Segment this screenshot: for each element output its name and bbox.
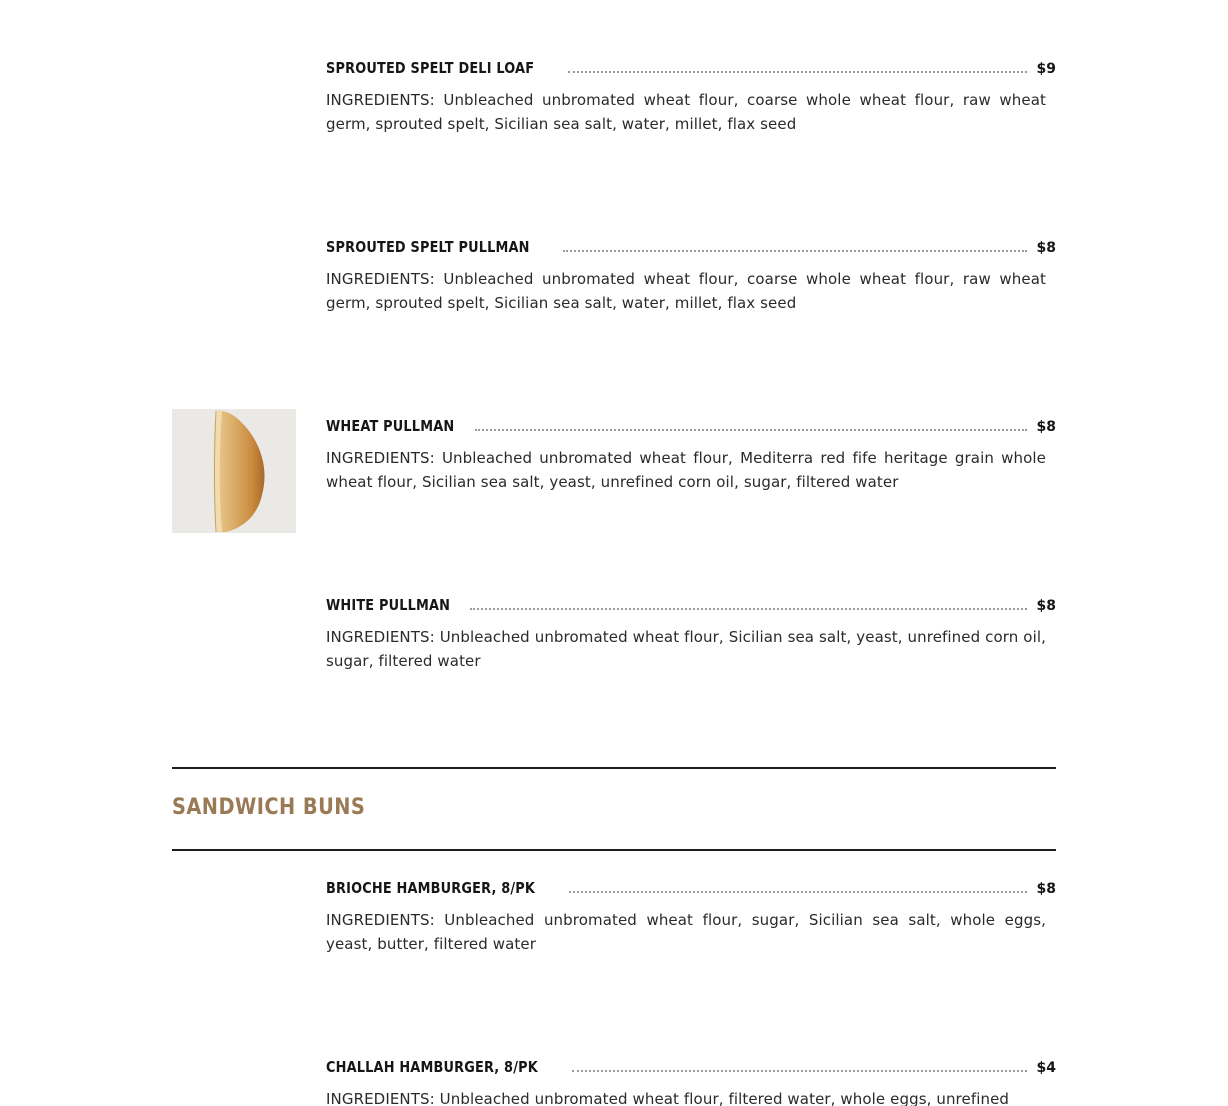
item-ingredients: INGREDIENTS: Unbleached unbromated wheat flour, Sicilian sea salt, yeast, unrefined corn oil, sugar, filtered water <box>326 628 1046 670</box>
dotted-leader <box>569 891 1026 893</box>
section-bottom-divider <box>172 849 1056 851</box>
item-price: $4 <box>1036 1060 1056 1076</box>
item-price: $9 <box>1036 61 1056 77</box>
section-top-divider <box>172 767 1056 769</box>
item-price: $8 <box>1036 881 1056 897</box>
menu-item-sprouted-spelt-deli-loaf <box>326 52 1056 136</box>
item-name: SPROUTED SPELT PULLMAN <box>326 238 530 256</box>
menu-item-header <box>326 231 1056 257</box>
item-ingredients: INGREDIENTS: Unbleached unbromated wheat flour, coarse whole wheat flour, raw wheat germ, sprouted spelt, Sicilian sea salt, water, millet, flax seed <box>326 270 1046 312</box>
dotted-leader <box>572 1070 1026 1072</box>
menu-item-header <box>326 1051 1056 1077</box>
item-name: SPROUTED SPELT DELI LOAF <box>326 59 535 77</box>
menu-item-brioche-hamburger <box>326 872 1056 956</box>
section-title: SANDWICH BUNS <box>172 795 366 820</box>
dotted-leader <box>563 250 1027 252</box>
wheat-pullman-photo[interactable] <box>172 409 296 533</box>
item-name: WHEAT PULLMAN <box>326 417 455 435</box>
menu-item-challah-hamburger <box>326 1051 1056 1106</box>
item-ingredients: INGREDIENTS: Unbleached unbromated wheat flour, Mediterra red fife heritage grain whole wheat flour, Sicilian sea salt, yeast, unrefined corn oil, sugar, filtered water <box>326 449 1046 491</box>
dotted-leader <box>568 71 1026 73</box>
item-price: $8 <box>1036 240 1056 256</box>
menu-item-header <box>326 52 1056 78</box>
bread-half-loaf-image <box>172 409 296 533</box>
item-ingredients: INGREDIENTS: Unbleached unbromated wheat flour, filtered water, whole eggs, unrefined <box>326 1090 1010 1106</box>
item-price: $8 <box>1036 598 1056 614</box>
item-name: WHITE PULLMAN <box>326 596 451 614</box>
menu-item-header <box>326 410 1056 436</box>
item-name: BRIOCHE HAMBURGER, 8/PK <box>326 879 536 897</box>
menu-item-sprouted-spelt-pullman <box>326 231 1056 315</box>
menu-item-header <box>326 589 1056 615</box>
item-name: CHALLAH HAMBURGER, 8/PK <box>326 1058 538 1076</box>
item-ingredients: INGREDIENTS: Unbleached unbromated wheat flour, sugar, Sicilian sea salt, whole eggs, yeast, butter, filtered water <box>326 911 1046 953</box>
menu-item-white-pullman <box>326 589 1056 673</box>
item-ingredients: INGREDIENTS: Unbleached unbromated wheat flour, coarse whole wheat flour, raw wheat germ, sprouted spelt, Sicilian sea salt, water, millet, flax seed <box>326 91 1046 133</box>
dotted-leader <box>475 429 1026 431</box>
menu-item-header <box>326 872 1056 898</box>
dotted-leader <box>470 608 1026 610</box>
item-price: $8 <box>1036 419 1056 435</box>
menu-item-wheat-pullman <box>326 410 1056 494</box>
